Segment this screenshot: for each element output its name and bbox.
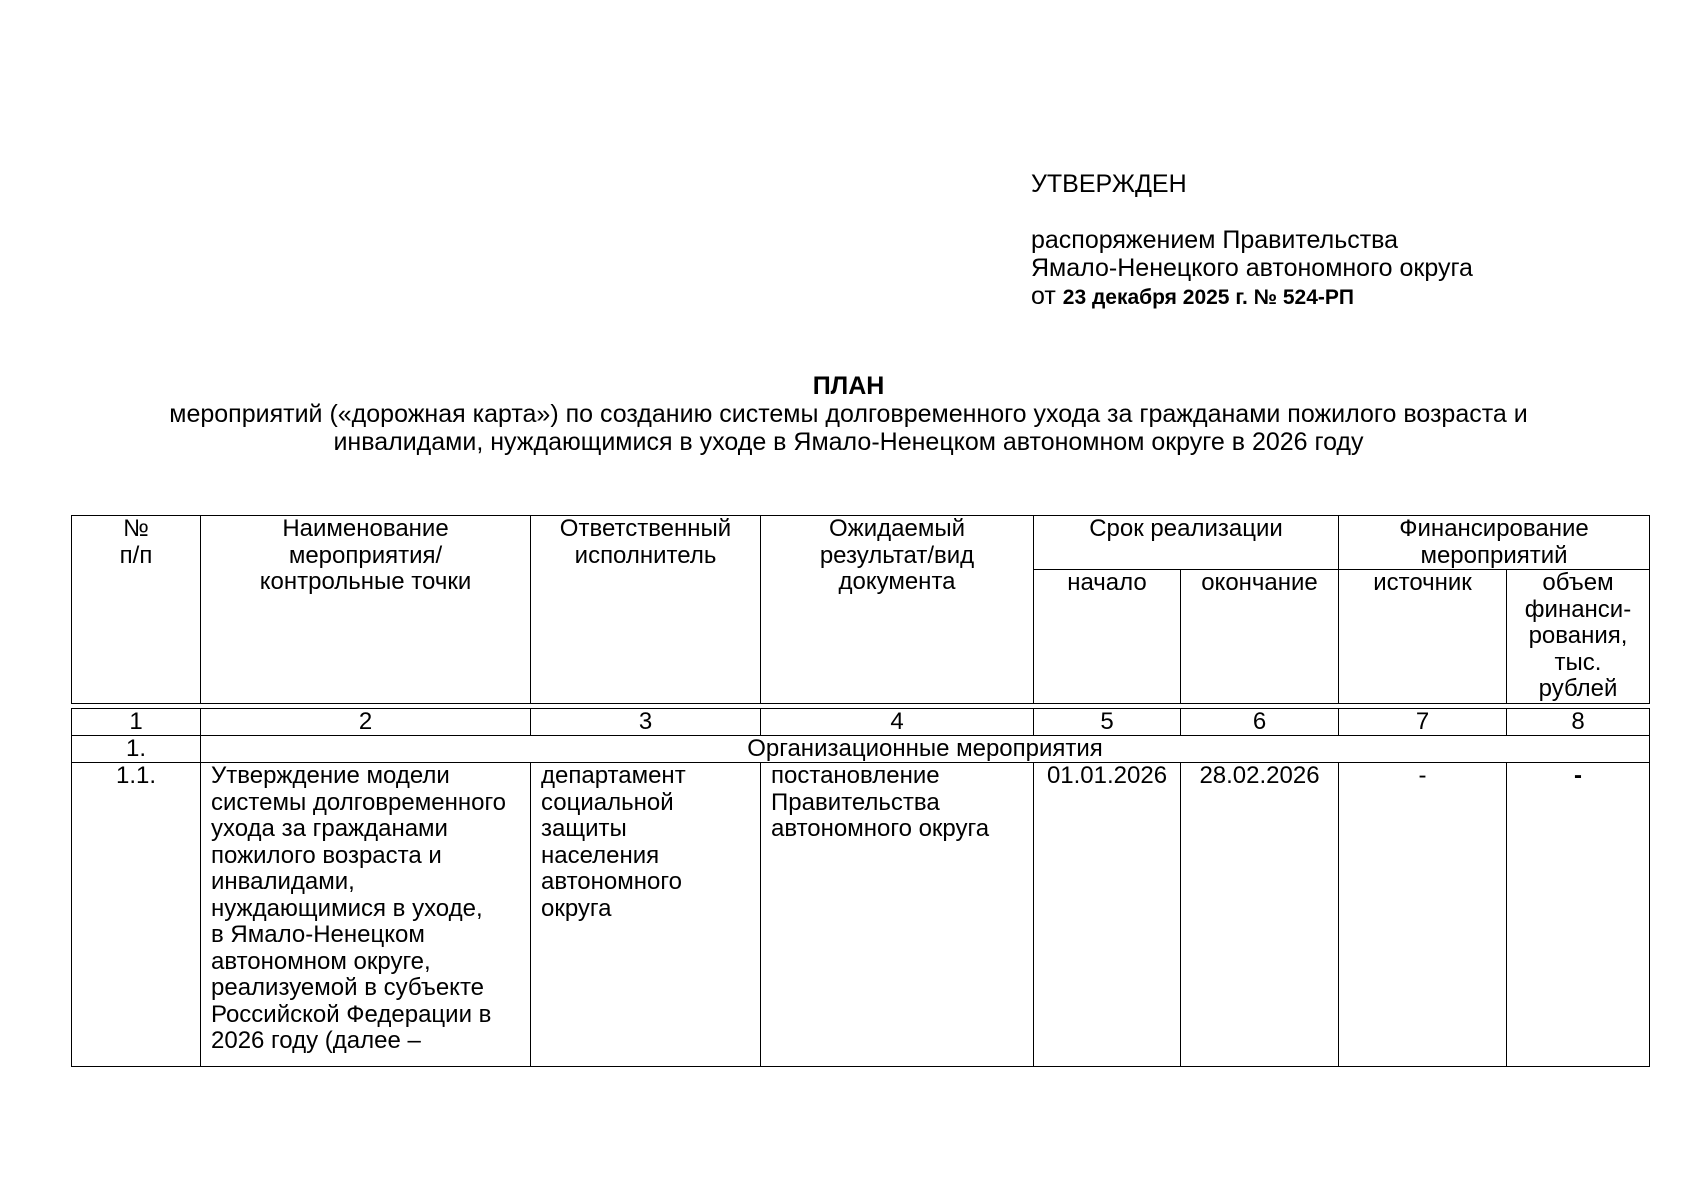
header-name: Наименование мероприятия/ контрольные точки	[201, 516, 531, 704]
column-number: 6	[1181, 709, 1339, 736]
header-source: источник	[1339, 570, 1507, 704]
header-result: Ожидаемый результат/вид документа	[761, 516, 1034, 704]
header-end: окончание	[1181, 570, 1339, 704]
approval-block	[1031, 170, 1473, 312]
header-volume: объем финанси- рования, тыс. рублей	[1507, 570, 1650, 704]
column-number: 5	[1034, 709, 1181, 736]
column-number: 3	[531, 709, 761, 736]
column-number: 1	[72, 709, 201, 736]
header-executor: Ответственный исполнитель	[531, 516, 761, 704]
row-start-date: 01.01.2026	[1034, 763, 1181, 1067]
table-row	[72, 763, 1650, 1067]
section-row	[72, 736, 1650, 763]
header-row-1	[72, 516, 1650, 570]
title-line-1: мероприятий («дорожная карта») по созданию системы долговременного ухода за гражданами пожилого возраста и	[169, 400, 1528, 428]
row-source: -	[1339, 763, 1507, 1067]
title-heading: ПЛАН	[812, 372, 885, 400]
column-number: 7	[1339, 709, 1507, 736]
section-title: Организационные мероприятия	[201, 736, 1650, 763]
roadmap-table	[71, 515, 1650, 1067]
approval-date-line	[1031, 282, 1473, 312]
title-line-2: инвалидами, нуждающимися в уходе в Ямало-Ненецком автономном округе в 2026 году	[333, 428, 1364, 456]
column-number: 8	[1507, 709, 1650, 736]
row-result: постановление Правительства автономного округа	[761, 763, 1034, 1067]
column-number: 2	[201, 709, 531, 736]
row-volume: -	[1507, 763, 1650, 1067]
section-number: 1.	[72, 736, 201, 763]
row-executor: департамент социальной защиты населения автономного округа	[531, 763, 761, 1067]
approval-date-prefix: от	[1031, 282, 1056, 310]
approval-line-2: Ямало-Ненецкого автономного округа	[1031, 254, 1473, 282]
column-number: 4	[761, 709, 1034, 736]
header-period: Срок реализации	[1034, 516, 1339, 570]
approval-line-1: распоряжением Правительства	[1031, 226, 1399, 254]
row-number: 1.1.	[72, 763, 201, 1067]
document-title	[0, 372, 1697, 456]
header-num: № п/п	[72, 516, 201, 704]
column-number-row	[72, 709, 1650, 736]
row-name: Утверждение модели системы долговременного ухода за гражданами пожилого возраста и инвалидами, нуждающимися в уходе, в Ямало-Ненецком автономном округе, реализуемой в субъекте Российской Федерации в 2026 году (далее –	[201, 763, 531, 1067]
approval-number: 23 декабря 2025 г. № 524-РП	[1062, 286, 1355, 309]
header-start: начало	[1034, 570, 1181, 704]
row-end-date: 28.02.2026	[1181, 763, 1339, 1067]
header-financing: Финансирование мероприятий	[1339, 516, 1650, 570]
approval-heading: УТВЕРЖДЕН	[1031, 170, 1187, 198]
